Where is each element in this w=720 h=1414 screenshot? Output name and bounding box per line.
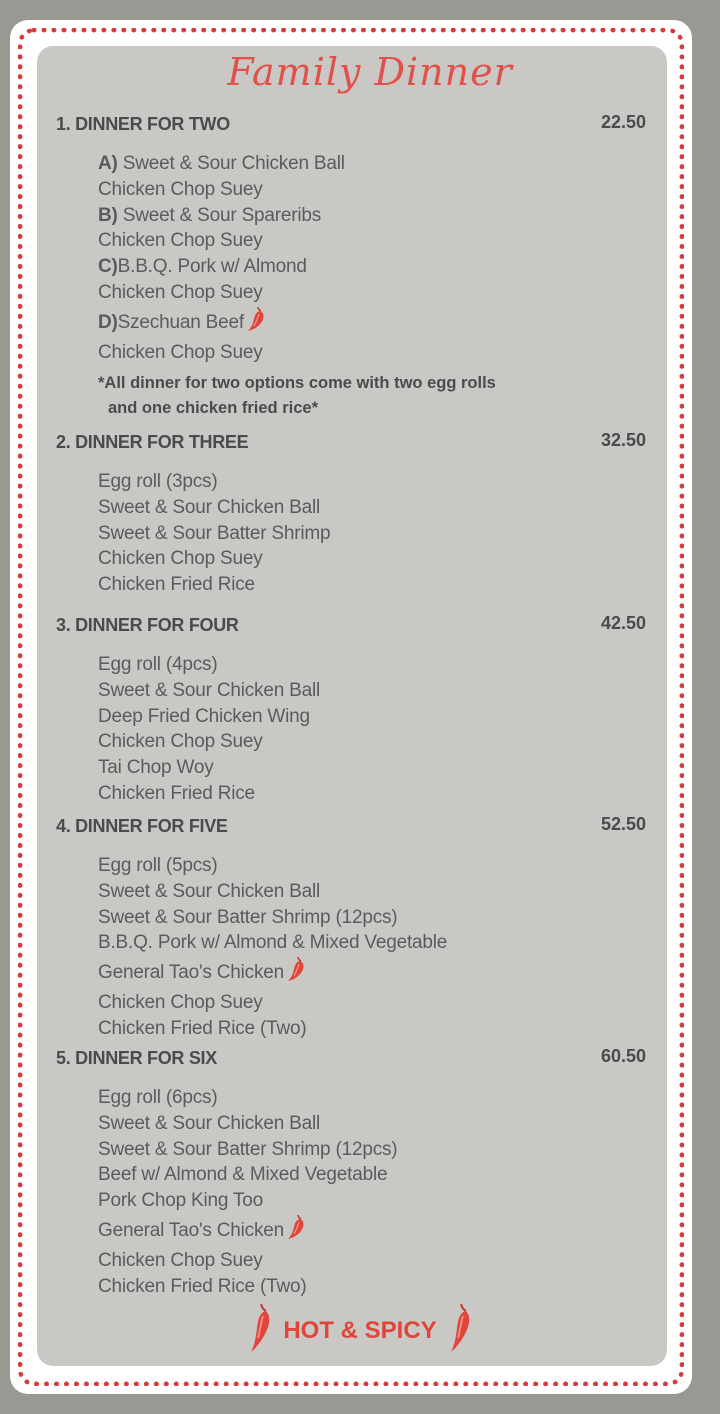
- item-text: Sweet & Sour Spareribs: [117, 204, 322, 226]
- menu-item: [98, 905, 646, 931]
- chili-pepper-icon: [246, 306, 266, 340]
- item-text: Egg roll (4pcs): [98, 654, 218, 675]
- menu-item: [98, 755, 646, 781]
- item-text: Szechuan Beef: [117, 311, 244, 333]
- item-list: [98, 652, 646, 807]
- item-text: Chicken Chop Suey: [98, 731, 263, 753]
- menu-item: [98, 469, 646, 495]
- item-text: Chicken Chop Suey: [98, 281, 263, 303]
- menu-item: [98, 203, 646, 229]
- menu-item: [98, 151, 646, 177]
- option-letter: C): [98, 256, 118, 278]
- item-list: [98, 1085, 646, 1299]
- section-title: 1. DINNER FOR TWO: [56, 114, 230, 134]
- menu-item: [98, 930, 646, 956]
- section-title: 3. DINNER FOR FOUR: [56, 615, 239, 635]
- menu-item: [98, 340, 646, 366]
- item-text: Chicken Fried Rice (Two): [98, 1017, 307, 1039]
- menu-item: [98, 956, 646, 990]
- item-text: Tai Chop Woy: [98, 757, 214, 779]
- menu-item: [98, 521, 646, 547]
- item-text: Sweet & Sour Batter Shrimp (12pcs): [98, 906, 398, 928]
- item-text: Chicken Chop Suey: [98, 1249, 263, 1271]
- item-text: Sweet & Sour Chicken Ball: [98, 679, 321, 701]
- item-text: Chicken Fried Rice (Two): [98, 1275, 307, 1297]
- item-text: Chicken Fried Rice: [98, 574, 255, 596]
- menu-item: [98, 704, 646, 730]
- item-text: Sweet & Sour Chicken Ball: [98, 880, 321, 902]
- item-text: Sweet & Sour Batter Shrimp: [98, 522, 331, 544]
- item-text: Beef w/ Almond & Mixed Vegetable: [98, 1164, 388, 1186]
- menu-item: [98, 254, 646, 280]
- menu-item: [98, 652, 646, 678]
- menu-item: [98, 853, 646, 879]
- section-dinner-for-five: [56, 816, 646, 1042]
- section-dinner-for-six: [56, 1048, 646, 1299]
- note-line-1: *All dinner for two options come with two egg rolls: [98, 374, 496, 393]
- item-text: Egg roll (5pcs): [98, 855, 218, 876]
- menu-item: [98, 1016, 646, 1042]
- section-dinner-for-four: [56, 615, 646, 807]
- note-line-2: and one chicken fried rice*: [108, 399, 318, 418]
- menu-item: [98, 1214, 646, 1248]
- menu-item: [98, 306, 646, 340]
- menu-title: Family Dinner: [227, 50, 513, 94]
- menu-item: [98, 280, 646, 306]
- section-title: 2. DINNER FOR THREE: [56, 432, 249, 452]
- menu-item: [98, 781, 646, 807]
- chili-pepper-icon: [447, 1302, 473, 1359]
- menu-item: [98, 546, 646, 572]
- item-text: Sweet & Sour Batter Shrimp (12pcs): [98, 1138, 398, 1160]
- item-text: Sweet & Sour Chicken Ball: [98, 496, 321, 518]
- item-text: General Tao's Chicken: [98, 962, 285, 984]
- menu-item: [98, 1085, 646, 1111]
- menu-item: [98, 228, 646, 254]
- menu-item: [98, 729, 646, 755]
- item-text: Deep Fried Chicken Wing: [98, 705, 310, 727]
- section-note: [98, 371, 646, 421]
- chili-pepper-icon: [286, 956, 306, 990]
- chili-pepper-icon: [247, 1302, 273, 1359]
- section-dinner-for-two: [56, 114, 646, 421]
- item-text: Chicken Fried Rice: [98, 782, 255, 804]
- menu-item: [98, 1248, 646, 1274]
- item-list: [98, 469, 646, 598]
- hot-spicy-legend: [0, 1302, 720, 1359]
- menu-item: [98, 879, 646, 905]
- option-letter: A): [98, 153, 118, 174]
- item-text: Chicken Chop Suey: [98, 341, 263, 363]
- section-price: 32.50: [600, 430, 646, 450]
- item-text: Egg roll (3pcs): [98, 471, 218, 492]
- menu-item: [98, 678, 646, 704]
- menu-item: [98, 1111, 646, 1137]
- section-title: 4. DINNER FOR FIVE: [56, 816, 228, 836]
- hot-spicy-label: HOT & SPICY: [283, 1316, 437, 1344]
- menu-item: [98, 990, 646, 1016]
- option-letter: D): [98, 311, 118, 333]
- section-dinner-for-three: [56, 432, 646, 598]
- menu-item: [98, 495, 646, 521]
- item-text: Sweet & Sour Chicken Ball: [98, 1112, 321, 1134]
- section-title: 5. DINNER FOR SIX: [56, 1048, 217, 1068]
- item-text: General Tao's Chicken: [98, 1219, 285, 1241]
- section-price: 42.50: [600, 613, 646, 633]
- menu-item: [98, 1162, 646, 1188]
- item-text: B.B.Q. Pork w/ Almond: [117, 256, 307, 278]
- menu-item: [98, 1188, 646, 1214]
- item-list: [98, 853, 646, 1042]
- menu-item: [98, 1274, 646, 1300]
- section-price: 22.50: [600, 112, 646, 132]
- item-text: Pork Chop King Too: [98, 1190, 264, 1212]
- menu-item: [98, 1137, 646, 1163]
- item-list: [98, 151, 646, 365]
- item-text: Sweet & Sour Chicken Ball: [117, 153, 345, 174]
- menu-item: [98, 177, 646, 203]
- option-letter: B): [98, 204, 118, 226]
- item-text: Chicken Chop Suey: [98, 230, 263, 252]
- menu-item: [98, 572, 646, 598]
- section-price: 60.50: [600, 1046, 646, 1066]
- item-text: Chicken Chop Suey: [98, 991, 263, 1013]
- item-text: B.B.Q. Pork w/ Almond & Mixed Vegetable: [98, 932, 448, 954]
- chili-pepper-icon: [286, 1214, 306, 1248]
- section-price: 52.50: [600, 814, 646, 834]
- item-text: Egg roll (6pcs): [98, 1087, 218, 1108]
- item-text: Chicken Chop Suey: [98, 178, 263, 200]
- item-text: Chicken Chop Suey: [98, 548, 263, 570]
